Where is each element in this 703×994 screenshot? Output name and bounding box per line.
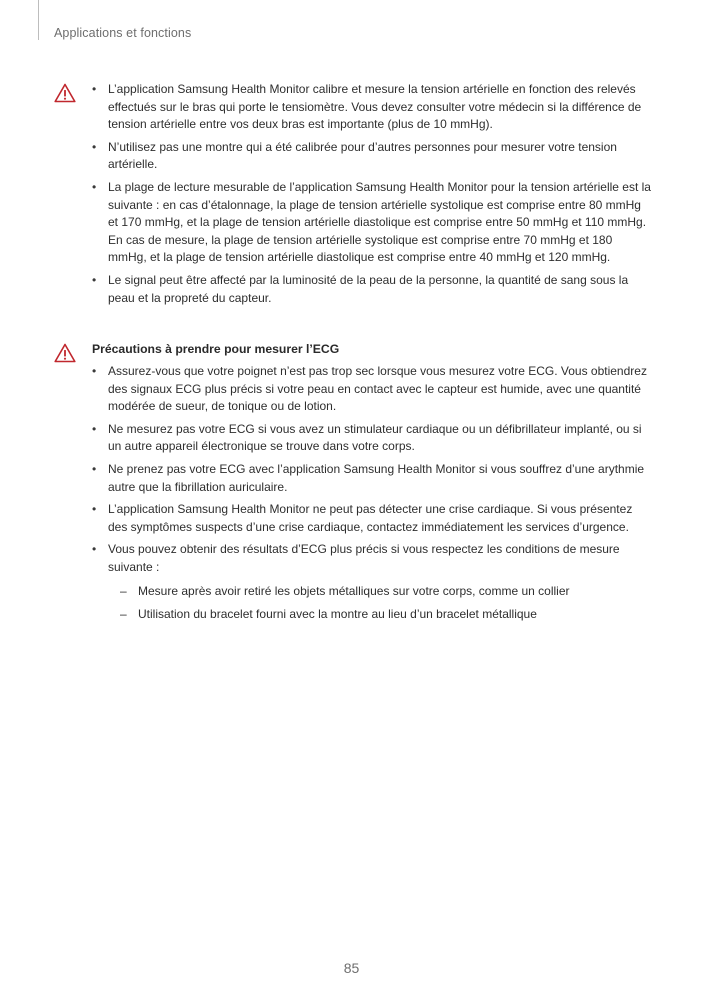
list-item: • Ne mesurez pas votre ECG si vous avez un stimulateur cardiaque ou un défibrillateur implanté, ou si un autre appareil électronique se trouve dans votre corps. [92,421,642,454]
measurement-conditions-list [108,583,654,624]
list-item: • L’application Samsung Health Monitor ne peut pas détecter une crise cardiaque. Si vous présentez des symptômes suspects d’une crise cardiaque, contactez immédiatement les services d’urgence. [92,502,633,534]
warning-block-ecg [54,340,654,630]
list-item: • Assurez-vous que votre poignet n’est pas trop sec lorsque vous mesurez votre ECG. Vous obtiendrez des signaux ECG plus précis si votre peau en contact avec le capteur est humide, avec une quantité modérée de sueur, de tonique ou de lotion. [92,364,647,414]
list-item: • Vous pouvez obtenir des résultats d’ECG plus précis si vous respectez les conditions de mesure suivante : – Mesure après avoir retiré les objets métalliques sur votre corps, comme un collier – Utilisation du bracelet fourni avec la montre au lieu d’un bracelet métallique [92,541,654,623]
list-item: • La plage de lecture mesurable de l’application Samsung Health Monitor pour la tension artérielle est la suivante : en cas d’étalonnage, la plage de tension artérielle systolique est comprise entre 80 mmHg et 170 mmHg, et la plage de tension artérielle diastolique est comprise entre 50 mmHg et 110 mmHg. En cas de mesure, la plage de tension artérielle systolique est comprise entre 70 mmHg et 180 mmHg, et la plage de tension artérielle diastolique est comprise entre 40 mmHg et 120 mmHg. [92,179,651,265]
margin-rule [38,0,39,40]
list-item: • Le signal peut être affecté par la luminosité de la peau de la personne, la quantité de sang sous la peau et la propreté du capteur. [92,272,629,305]
warning-list-2 [54,363,654,624]
list-item: • Ne prenez pas votre ECG avec l’application Samsung Health Monitor si vous souffrez d’une arythmie autre que la fibrillation auriculaire. [92,461,645,494]
running-header: Applications et fonctions [54,26,192,40]
warning-triangle-icon [54,343,76,363]
warning-list-1 [54,81,654,307]
warning-block-blood-pressure [54,81,654,312]
list-item: • N’utilisez pas une montre qui a été calibrée pour d’autres personnes pour mesurer votre tension artérielle. [92,139,617,172]
list-item: • L’application Samsung Health Monitor calibre et mesure la tension artérielle en fonction des relevés effectués sur le bras qui porte le tensiomètre. Vous devez consulter votre médecin si la différence de tension artérielle entre vos deux bras est importante (plus de 10 mmHg). [92,82,642,132]
warning-triangle-icon [54,83,76,103]
sub-list-item: – Mesure après avoir retiré les objets métalliques sur votre corps, comme un collier [120,583,570,598]
page-number: 85 [343,960,360,976]
ecg-precautions-title: Précautions à prendre pour mesurer l’ECG [92,342,340,356]
sub-list-item: – Utilisation du bracelet fourni avec la montre au lieu d’un bracelet métallique [120,607,537,622]
